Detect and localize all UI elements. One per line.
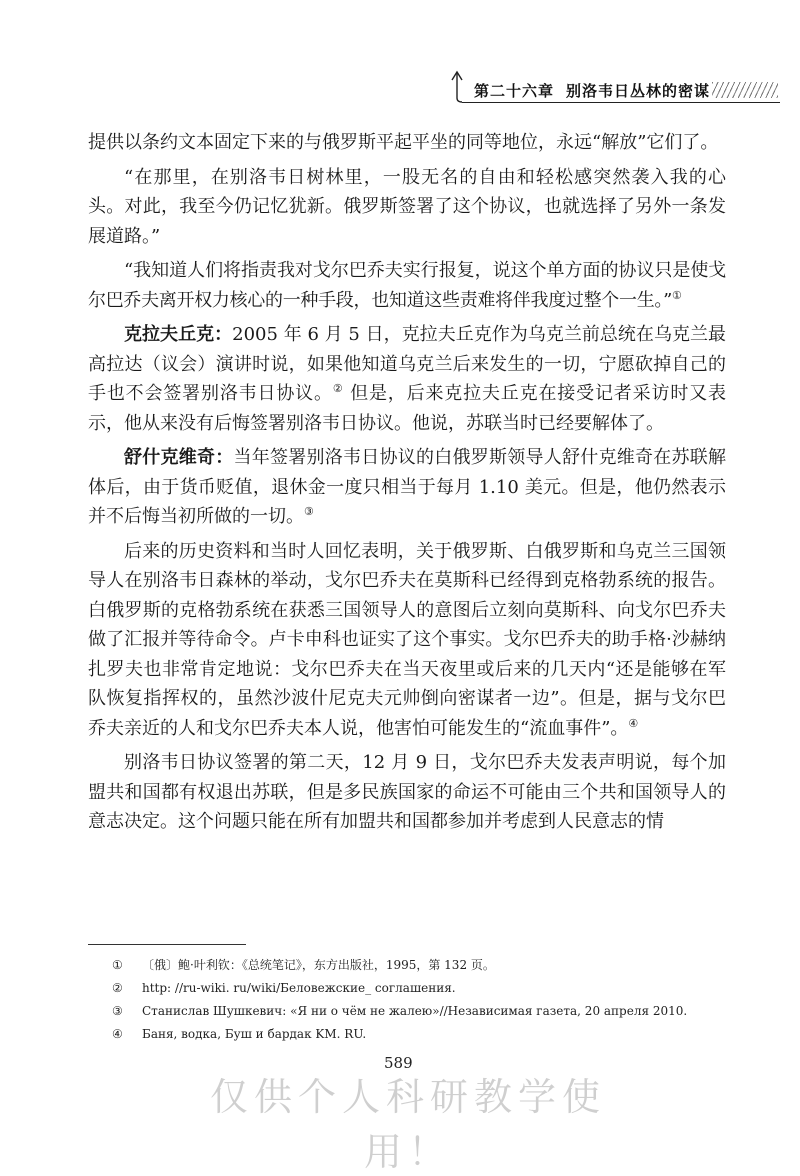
footnote-text: 〔俄〕鲍·叶利钦：《总统笔记》，东方出版社，1995，第 132 页。 (142, 958, 495, 972)
paragraph: “我知道人们将指责我对戈尔巴乔夫实行报复，说这个单方面的协议只是使戈尔巴乔夫离开权力核心的一种手段，也知道这些责难将伴我度过整个一生。”① (88, 260, 726, 311)
footnote-ref[interactable]: ③ (304, 505, 314, 518)
paragraph: 后来的历史资料和当时人回忆表明，关于俄罗斯、白俄罗斯和乌克兰三国领导人在别洛韦日森林的举动，戈尔巴乔夫在莫斯科已经得到克格勃系统的报告。白俄罗斯的克格勃系统在获悉三国领导人的意图后立刻向莫斯科、向戈尔巴乔夫做了汇报并等待命令。卢卡申科也证实了这个事实。戈尔巴乔夫的助手格·沙赫纳扎罗夫也非常肯定地说：戈尔巴乔夫在当天夜里或后来的几天内“还是能够在军队恢复指挥权的，虽然沙波什尼克夫元帅倒向密谋者一边”。但是，据与戈尔巴乔夫亲近的人和戈尔巴乔夫本人说，他害怕可能发生的“流血事件”。④ (88, 540, 726, 739)
footnote-mark: ① (112, 958, 123, 972)
footnote-item (112, 1000, 752, 1023)
footnote-item (112, 954, 752, 977)
footnote-text: Баня, водка, Буш и бардак KM. RU. (142, 1027, 367, 1041)
paragraph: “在那里，在别洛韦日树林里，一股无名的自由和轻松感突然袭入我的心头。对此，我至今仍记忆犹新。俄罗斯签署了这个协议，也就选择了另外一条发展道路。” (88, 166, 726, 247)
paragraph: 别洛韦日协议签署的第二天，12 月 9 日，戈尔巴乔夫发表声明说，每个加盟共和国都有权退出苏联，但是多民族国家的命运不可能由三个共和国领导人的意志决定。这个问题只能在所有加盟共和国都参加并考虑到人民意志的情 (88, 752, 726, 832)
footnote-mark: ④ (112, 1027, 123, 1041)
footnote-ref[interactable]: ④ (628, 716, 639, 730)
paragraph: 克拉夫丘克：2005 年 6 月 5 日，克拉夫丘克作为乌克兰前总统在乌克兰最高拉达（议会）演讲时说，如果他知道乌克兰后来发生的一切，宁愿砍掉自己的手也不会签署别洛韦日协议。② 但是，后来克拉夫丘克在接受记者采访时又表示，他从来没有后悔签署别洛韦日协议。他说，苏联当时已经要解体了。 (88, 324, 727, 434)
paragraph: 舒什克维奇：当年签署别洛韦日协议的白俄罗斯领导人舒什克维奇在苏联解体后，由于货币贬值，退休金一度只相当于每月 1.10 美元。但是，他仍然表示并不后悔当初所做的一切。③ (88, 447, 726, 527)
footnote-rule (88, 944, 246, 945)
up-arrow-icon (450, 68, 466, 104)
header-rule (462, 102, 780, 103)
chapter-title: 别洛韦日丛林的密谋 (566, 82, 711, 100)
speaker-lead: 舒什克维奇： (124, 447, 234, 468)
footnote-mark: ③ (112, 1004, 123, 1018)
footnote-ref[interactable]: ① (672, 288, 682, 302)
footnote-item (112, 1023, 752, 1046)
watermark: 仅供个人科研教学使用！ (209, 1075, 606, 1174)
chapter-heading (474, 80, 710, 101)
footnote-item (112, 977, 752, 1000)
footnote-text: http: //ru-wiki. ru/wiki/Беловежские_ соглашения. (142, 981, 456, 995)
footnote-text: Станислав Шушкевич: «Я ни о чём не жалею»//Независимая газета, 20 апреля 2010. (142, 1004, 688, 1018)
body-text (88, 128, 726, 842)
chapter-label: 第二十六章 (474, 82, 555, 100)
speaker-lead: 克拉夫丘克： (124, 324, 233, 345)
page-number: 589 (384, 1054, 413, 1072)
running-header (450, 68, 780, 104)
footnote-ref[interactable]: ② (332, 382, 344, 395)
footnote-mark: ② (112, 981, 123, 995)
footnotes (112, 954, 752, 1046)
paragraph: 提供以条约文本固定下来的与俄罗斯平起平坐的同等地位，永远“解放”它们了。 (88, 132, 719, 153)
header-hatch-decoration (712, 82, 778, 98)
